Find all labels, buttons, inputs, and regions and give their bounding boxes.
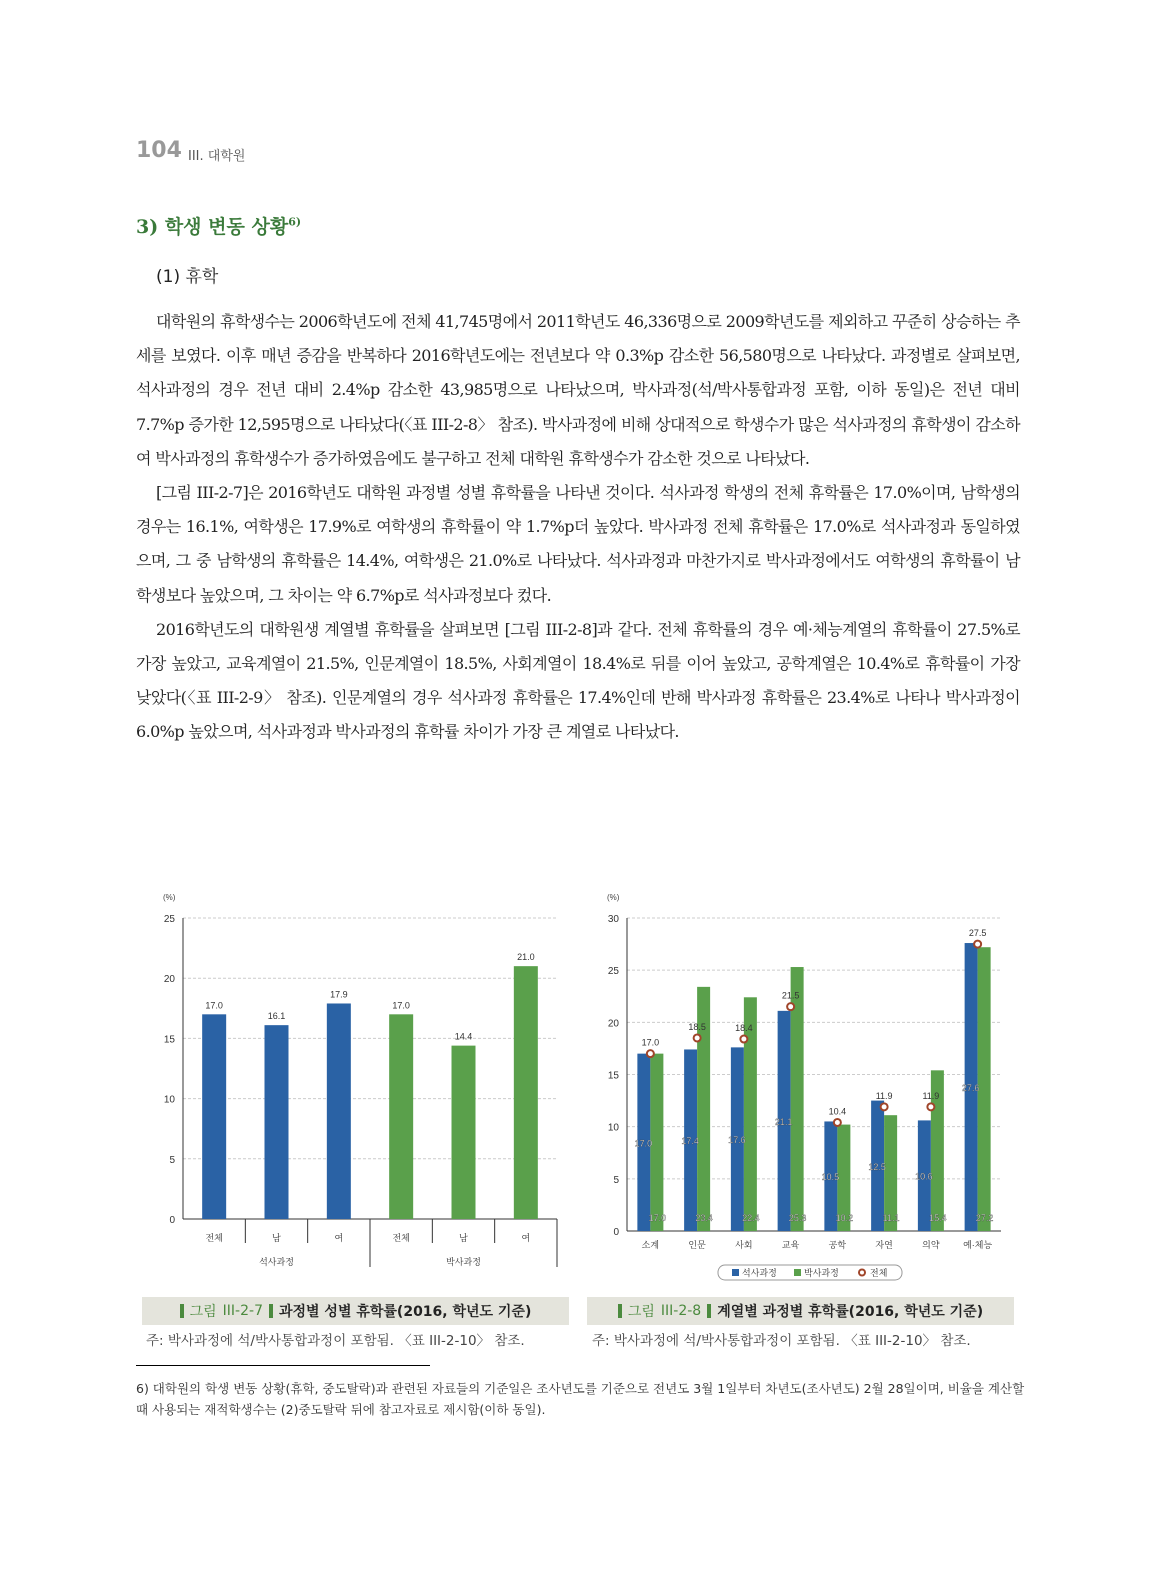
y-tick-label: 20 [163, 974, 175, 986]
group-label: 박사과정 [446, 1257, 481, 1267]
chart-by-gender [140, 885, 570, 1285]
bar [514, 966, 538, 1219]
legend-swatch-total [859, 1270, 865, 1276]
data-label-masters: 10.6 [915, 1171, 933, 1182]
legend-swatch-masters [732, 1269, 739, 1276]
data-label: 17.0 [205, 1000, 223, 1011]
data-label-total: 10.4 [828, 1106, 847, 1117]
marker-total [974, 941, 981, 948]
marker-total [927, 1103, 934, 1110]
data-label-doctoral: 10.2 [835, 1213, 854, 1223]
data-label-masters: 17.4 [681, 1136, 699, 1147]
data-label-total: 21.5 [781, 990, 800, 1001]
bar-doctoral [978, 947, 991, 1231]
bar [452, 1046, 476, 1219]
data-label-total: 18.4 [735, 1023, 753, 1034]
y-tick-label: 0 [613, 1227, 619, 1238]
data-label-doctoral: 15.4 [929, 1213, 947, 1223]
x-tick-label: 사회 [735, 1240, 753, 1250]
bar-doctoral [650, 1054, 663, 1231]
y-tick-label: 10 [163, 1094, 175, 1106]
x-tick-label: 전체 [392, 1233, 410, 1243]
y-tick-label: 10 [607, 1122, 619, 1134]
bar [327, 1003, 351, 1219]
data-label-doctoral: 23.4 [695, 1213, 713, 1223]
x-tick-label: 교육 [781, 1240, 800, 1250]
figure-note: 주: 박사과정에 석/박사통합과정이 포함됨. 〈표 III-2-10〉 참조. [146, 1333, 525, 1349]
section-title [136, 212, 301, 239]
paragraph: 2016학년도의 대학원생 계열별 휴학률을 살펴보면 [그림 III-2-8]과 같다. 전체 휴학률의 경우 예·체능계열의 휴학률이 27.5%로 가장 높았고, 교육계열이 21.5%, 인문계열이 18.5%, 사회계열이 18.4%로 뒤를 이어 높았고, 공학계열은 10.4%로 휴학률이 가장 낮았다(〈표 III-2-9〉 참조). 인문계열의 경우 석사과정 휴학률은 17.4%인데 반해 박사과정 휴학률은 23.4%로 나타나 박사과정이 6.0%p 높았으며, 석사과정과 박사과정의 휴학률 차이가 가장 큰 계열로 나타났다. [136, 619, 1020, 742]
x-tick-label: 자연 [875, 1240, 893, 1250]
figure-title: 계열별 과정별 휴학률(2016, 학년도 기준) [717, 1304, 984, 1320]
caption-marker [180, 1304, 184, 1318]
data-label-masters: 27.6 [961, 1083, 980, 1094]
data-label-total: 11.9 [875, 1090, 893, 1101]
y-tick-label: 15 [607, 1070, 619, 1082]
caption-marker [269, 1304, 273, 1318]
marker-total [647, 1050, 654, 1057]
data-label-masters: 17.6 [728, 1135, 746, 1146]
data-label-total: 18.5 [688, 1021, 706, 1032]
figure-caption [587, 1297, 1014, 1325]
data-label-doctoral: 17.0 [648, 1213, 667, 1223]
data-label-masters: 21.1 [774, 1116, 793, 1127]
x-tick-label: 인문 [688, 1240, 706, 1250]
x-tick-label: 여 [521, 1233, 531, 1243]
y-tick-label: 25 [607, 966, 619, 978]
figure-title: 과정별 성별 휴학률(2016, 학년도 기준) [278, 1304, 532, 1320]
data-label-doctoral: 25.3 [788, 1213, 807, 1223]
legend-label: 박사과정 [804, 1268, 839, 1278]
x-tick-label: 전체 [205, 1233, 223, 1243]
figure-caption [142, 1297, 569, 1325]
chart-by-field [590, 885, 1020, 1285]
footnote: 6) 대학원의 학생 변동 상황(휴학, 중도탈락)과 관련된 자료들의 기준일은 조사년도를 기준으로 전년도 3월 1일부터 차년도(조사년도) 2월 28일이며, 비율을 계산할 때 사용되는 재적학생수는 (2)중도탈락 뒤에 참고자료로 제시함(이하 동일). [136, 1381, 1025, 1417]
figure-note: 주: 박사과정에 석/박사통합과정이 포함됨. 〈표 III-2-10〉 참조. [592, 1333, 971, 1349]
figure-label: 그림 [189, 1304, 217, 1320]
data-label-total: 11.9 [922, 1090, 940, 1101]
subsection-title: (1) 휴학 [156, 267, 219, 287]
body-text [136, 305, 1020, 750]
data-label-doctoral: 22.4 [742, 1213, 760, 1223]
figure-number: III-2-7 [222, 1303, 263, 1319]
marker-total [834, 1119, 841, 1126]
data-label: 17.0 [392, 1000, 410, 1011]
chapter-title: III. 대학원 [188, 149, 246, 164]
data-label-doctoral: 11.1 [882, 1213, 900, 1223]
y-axis-unit: (%) [607, 893, 620, 902]
data-label: 21.0 [517, 952, 535, 963]
y-tick-label: 20 [607, 1018, 619, 1030]
caption-marker [618, 1304, 622, 1318]
legend-label: 전체 [870, 1268, 888, 1278]
paragraph: [그림 III-2-7]은 2016학년도 대학원 과정별 성별 휴학률을 나타낸 것이다. 석사과정 학생의 전체 휴학률은 17.0%이며, 남학생의 경우는 16.1%, 여학생은 17.9%로 여학생의 휴학률이 약 1.7%p더 높았다. 박사과정 전체 휴학률은 17.0%로 석사과정과 동일하였으며, 그 중 남학생의 휴학률은 14.4%, 여학생은 21.0%로 나타났다. 석사과정과 마찬가지로 박사과정에서도 여학생의 휴학률이 남학생보다 높았으며, 그 차이는 약 6.7%p로 석사과정보다 컸다. [136, 483, 1020, 605]
page-number: 104 [136, 138, 182, 163]
figure-number: III-2-8 [660, 1303, 702, 1319]
y-tick-label: 30 [607, 914, 619, 925]
data-label: 16.1 [267, 1011, 286, 1022]
data-label-total: 17.0 [641, 1037, 660, 1048]
legend-label: 석사과정 [742, 1268, 777, 1278]
data-label-masters: 10.5 [821, 1172, 840, 1183]
x-tick-label: 남 [272, 1233, 281, 1243]
x-tick-label: 공학 [828, 1240, 847, 1250]
bar [389, 1014, 413, 1219]
bar [265, 1025, 289, 1219]
marker-total [740, 1036, 747, 1043]
bar [202, 1014, 226, 1219]
x-tick-label: 소계 [641, 1240, 660, 1250]
footnote-ref[interactable]: 6) [288, 215, 302, 229]
group-label: 석사과정 [259, 1257, 294, 1267]
section-title-text: 3) 학생 변동 상황 [136, 216, 289, 238]
marker-total [694, 1034, 701, 1041]
marker-total [881, 1103, 888, 1110]
y-axis-unit: (%) [163, 893, 176, 902]
data-label: 14.4 [454, 1031, 473, 1042]
legend-swatch-doctoral [794, 1269, 801, 1276]
paragraph: 대학원의 휴학생수는 2006학년도에 전체 41,745명에서 2011학년도 46,336명으로 2009학년도를 제외하고 꾸준히 상승하는 추세를 보였다. 이후 매년 증감을 반복하다 2016학년도에는 전년보다 약 0.3%p 감소한 56,580명으로 나타났다. 과정별로 살펴보면, 석사과정의 경우 전년 대비 2.4%p 감소한 43,985명으로 나타났으며, 박사과정(석/박사통합과정 포함, 이하 동일)은 전년 대비 7.7%p 증가한 12,595명으로 나타났다(〈표 III-2-8〉 참조). 박사과정에 비해 상대적으로 학생수가 많은 석사과정의 휴학생이 감소하여 박사과정의 휴학생수가 증가하였음에도 불구하고 전체 대학원 휴학생수가 감소한 것으로 나타났다. [136, 312, 1020, 468]
y-tick-label: 15 [163, 1034, 175, 1046]
marker-total [787, 1003, 794, 1010]
y-tick-label: 5 [169, 1154, 175, 1166]
caption-marker [707, 1304, 711, 1318]
x-tick-label: 여 [334, 1233, 344, 1243]
figure-label: 그림 [627, 1304, 655, 1320]
data-label-total: 27.5 [968, 928, 987, 939]
footnote-divider [136, 1365, 430, 1366]
x-tick-label: 의약 [922, 1240, 940, 1250]
y-tick-label: 0 [169, 1215, 175, 1226]
data-label-masters: 17.0 [634, 1138, 653, 1149]
data-label-masters: 12.5 [868, 1161, 886, 1172]
y-tick-label: 5 [613, 1174, 619, 1186]
x-tick-label: 예·체능 [963, 1240, 993, 1250]
data-label: 17.9 [330, 989, 348, 1000]
data-label-doctoral: 27.2 [975, 1213, 994, 1223]
y-tick-label: 25 [163, 914, 175, 925]
x-tick-label: 남 [459, 1233, 468, 1243]
